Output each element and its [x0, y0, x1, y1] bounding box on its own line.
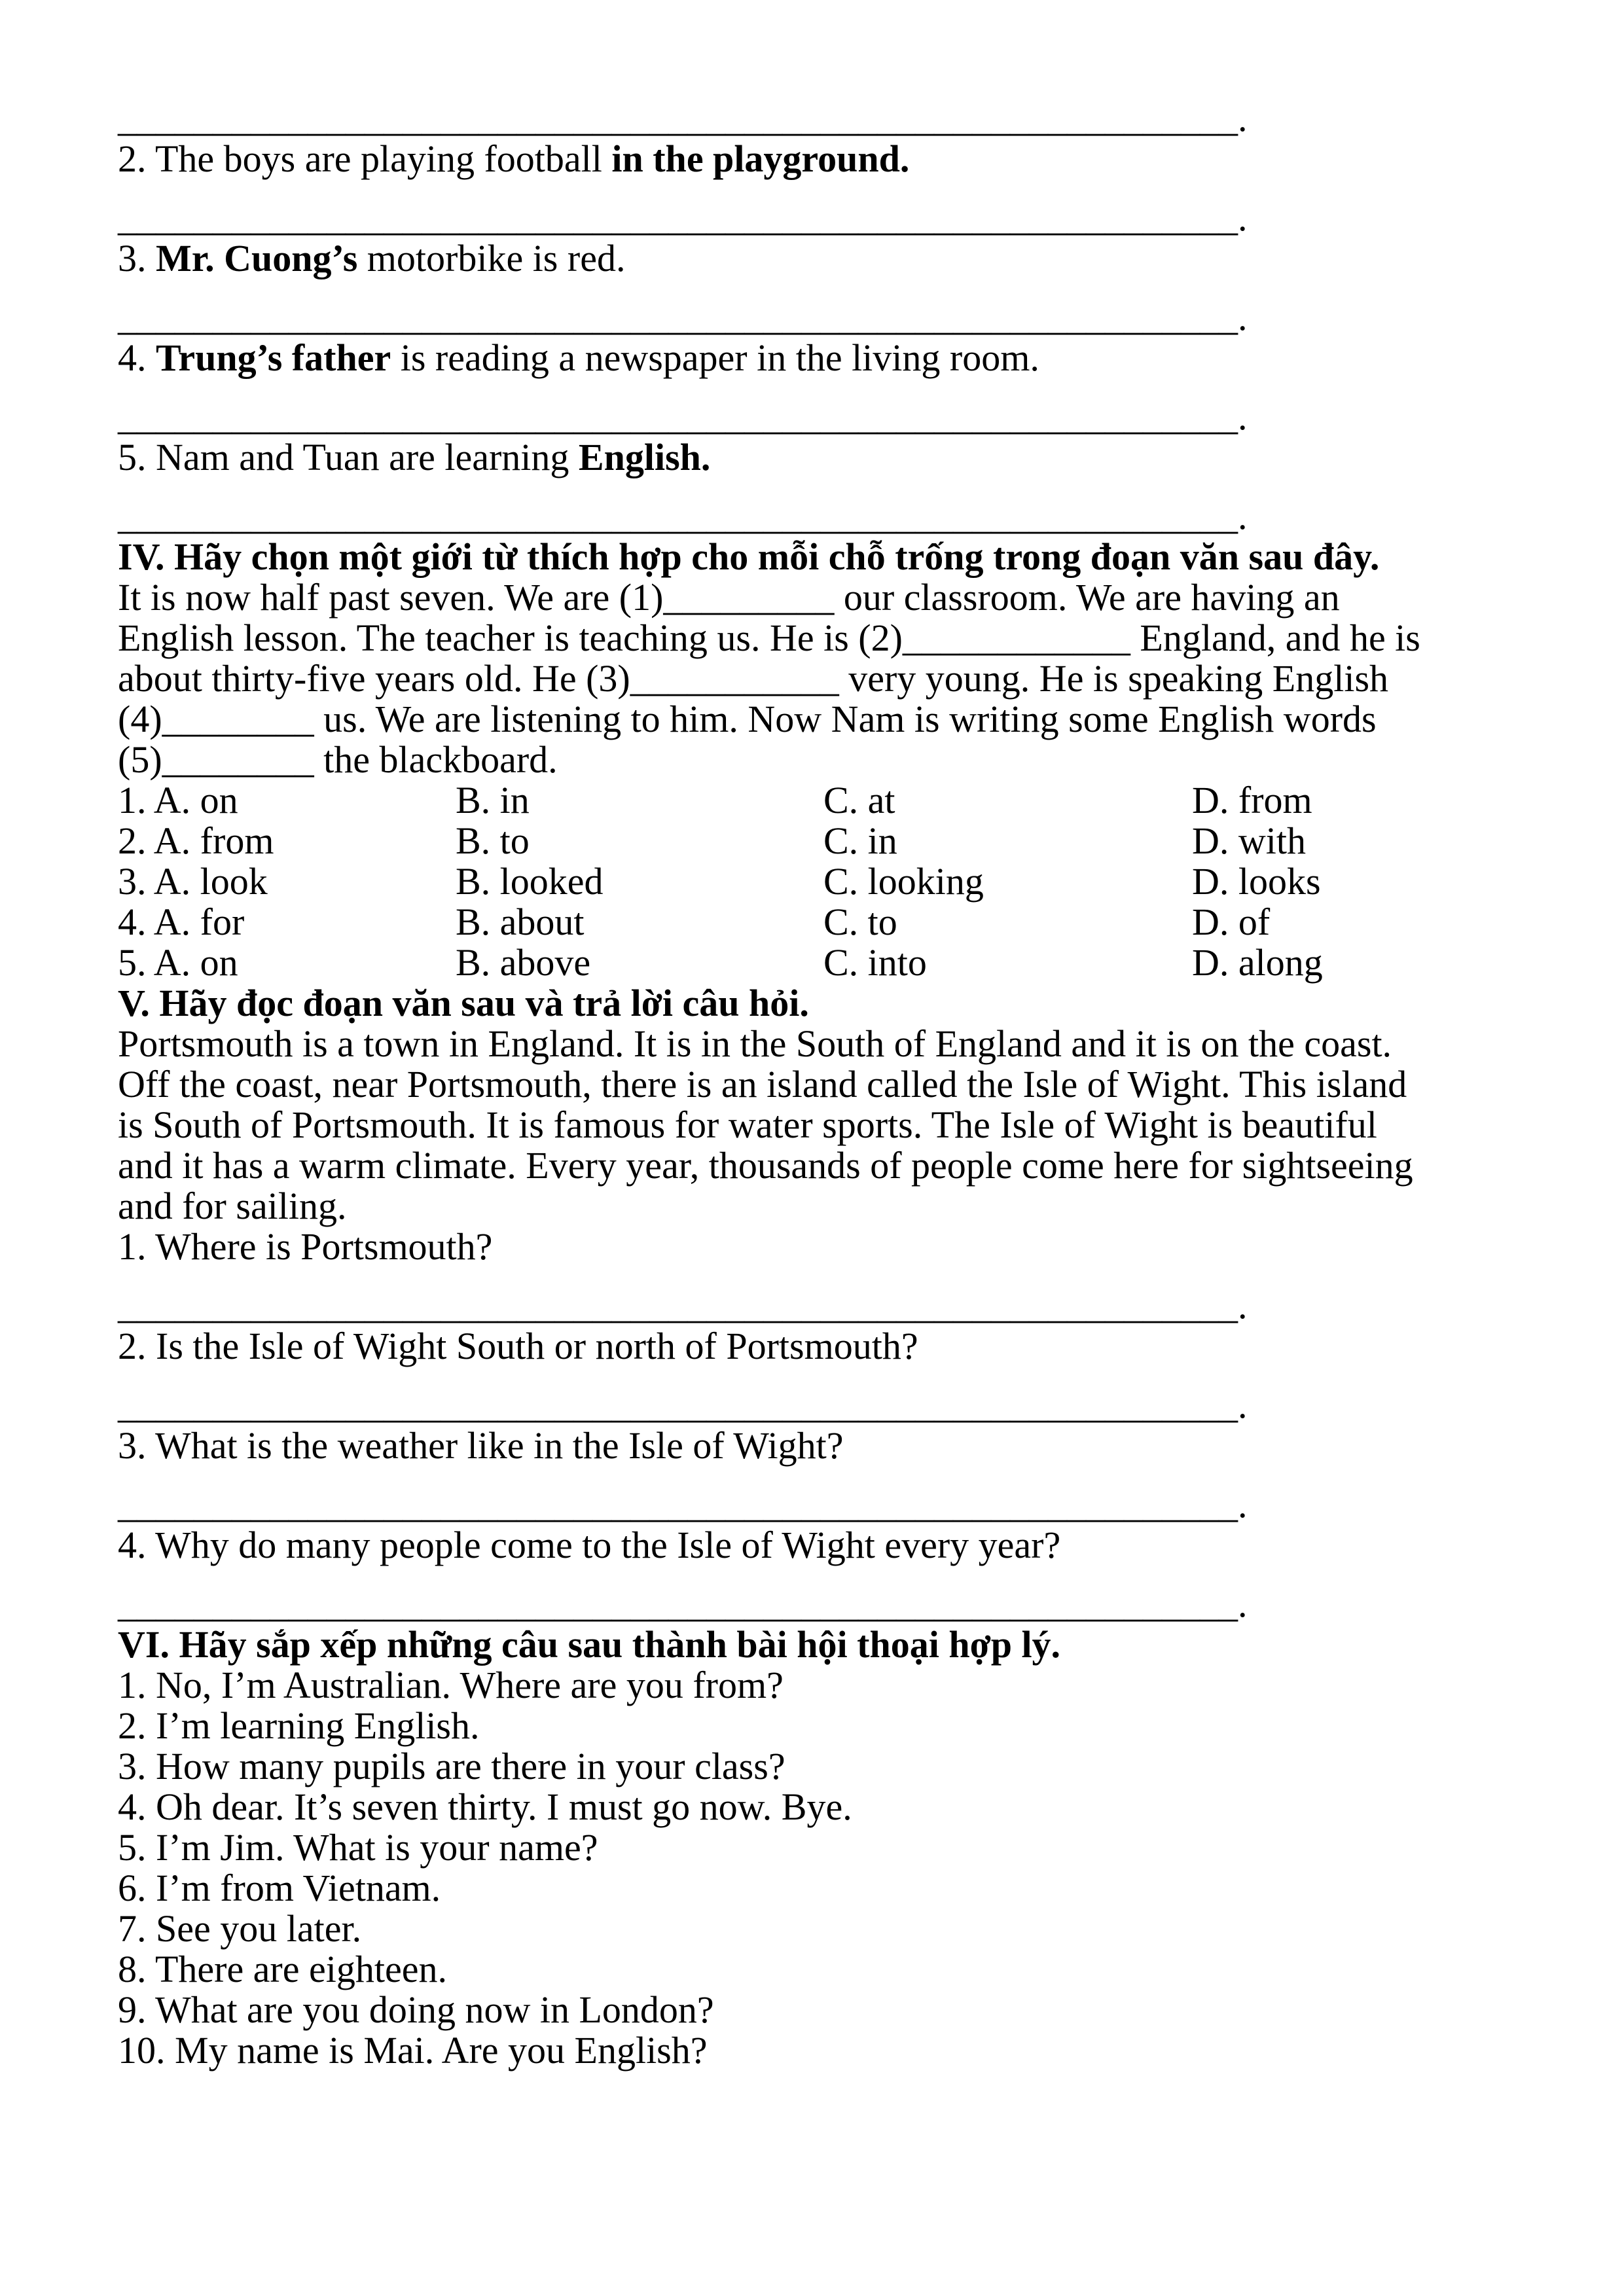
mc-option-c: C. in — [823, 819, 897, 862]
section4-paragraph-line: (4)________ us. We are listening to him. Now Nam is writing some English words — [118, 698, 1377, 740]
mc-option-a: 5. A. on — [118, 941, 238, 984]
mc-option-b: B. looked — [456, 860, 604, 903]
section6-item-9: 9. What are you doing now in London? — [118, 1988, 714, 2031]
section5-question-2: 2. Is the Isle of Wight South or north of Portsmouth? — [118, 1325, 918, 1367]
section5-paragraph-line: and for sailing. — [118, 1185, 347, 1227]
answer-blank-line: ___________________________________________________________. — [118, 1583, 1248, 1625]
sentence-line-4 — [118, 338, 1532, 378]
mc-option-b: B. above — [456, 941, 591, 984]
mc-option-c: C. looking — [823, 860, 984, 903]
mc-option-a: 2. A. from — [118, 819, 274, 862]
section6-heading: VI. Hãy sắp xếp những câu sau thành bài hội thoại hợp lý. — [118, 1623, 1061, 1666]
mc-option-d: D. of — [1192, 901, 1271, 943]
multiple-choice-row — [118, 942, 1532, 983]
mc-option-d: D. from — [1192, 779, 1312, 821]
section6-item-1: 1. No, I’m Australian. Where are you from? — [118, 1664, 784, 1706]
section4-paragraph-line: It is now half past seven. We are (1)_________ our classroom. We are having an — [118, 576, 1340, 619]
section5-question-1: 1. Where is Portsmouth? — [118, 1225, 493, 1268]
section5-question-3: 3. What is the weather like in the Isle of Wight? — [118, 1424, 844, 1467]
sentence-text: 5. Nam and Tuan are learning — [118, 436, 579, 478]
section5-paragraph-line: Off the coast, near Portsmouth, there is an island called the Isle of Wight. This island — [118, 1063, 1407, 1105]
mc-option-b: B. to — [456, 819, 530, 862]
sentence-line-3 — [118, 238, 1532, 279]
mc-option-a: 1. A. on — [118, 779, 238, 821]
section5-heading: V. Hãy đọc đoạn văn sau và trả lời câu hỏi. — [118, 982, 809, 1024]
sentence-line-2 — [118, 139, 1532, 179]
section6-item-2: 2. I’m learning English. — [118, 1704, 480, 1747]
answer-blank-line: ___________________________________________________________. — [118, 1284, 1248, 1327]
mc-option-a: 4. A. for — [118, 901, 245, 943]
section5-paragraph-line: is South of Portsmouth. It is famous for water sports. The Isle of Wight is beautiful — [118, 1103, 1377, 1146]
mc-option-d: D. looks — [1192, 860, 1321, 903]
sentence-text: motorbike is red. — [357, 237, 626, 279]
sentence-text: 3. — [118, 237, 156, 279]
sentence-bold-text: Trung’s father — [156, 336, 391, 379]
answer-blank-line: ___________________________________________________________. — [118, 395, 1248, 438]
mc-option-c: C. at — [823, 779, 895, 821]
multiple-choice-row — [118, 821, 1532, 861]
section6-item-7: 7. See you later. — [118, 1907, 362, 1950]
sentence-text: 4. — [118, 336, 156, 379]
sentence-bold-text: Mr. Cuong’s — [156, 237, 358, 279]
mc-option-c: C. to — [823, 901, 897, 943]
answer-blank-line: ___________________________________________________________. — [118, 495, 1248, 537]
mc-option-a: 3. A. look — [118, 860, 268, 903]
sentence-text: 2. The boys are playing football — [118, 137, 612, 180]
answer-blank-line: ___________________________________________________________. — [118, 196, 1248, 239]
mc-option-d: D. with — [1192, 819, 1306, 862]
multiple-choice-row — [118, 902, 1532, 942]
sentence-line-5 — [118, 437, 1532, 478]
multiple-choice-row — [118, 861, 1532, 902]
section5-paragraph-line: Portsmouth is a town in England. It is in the South of England and it is on the coast. — [118, 1022, 1392, 1065]
mc-option-b: B. in — [456, 779, 530, 821]
sentence-text: is reading a newspaper in the living room. — [391, 336, 1039, 379]
section5-question-4: 4. Why do many people come to the Isle of Wight every year? — [118, 1524, 1061, 1566]
mc-option-c: C. into — [823, 941, 927, 984]
mc-option-b: B. about — [456, 901, 585, 943]
worksheet-page — [118, 98, 1532, 2071]
mc-option-d: D. along — [1192, 941, 1323, 984]
answer-blank-line: ___________________________________________________________. — [118, 296, 1248, 338]
answer-blank-line: ___________________________________________________________. — [118, 1483, 1248, 1526]
section6-item-4: 4. Oh dear. It’s seven thirty. I must go now. Bye. — [118, 1785, 852, 1828]
section4-paragraph-line: (5)________ the blackboard. — [118, 738, 558, 781]
sentence-bold-text: English. — [578, 436, 711, 478]
section6-item-8: 8. There are eighteen. — [118, 1948, 447, 1990]
section6-item-6: 6. I’m from Vietnam. — [118, 1867, 441, 1909]
answer-blank-line: ___________________________________________________________. — [118, 1384, 1248, 1426]
sentence-bold-text: in the playground. — [611, 137, 910, 180]
section4-heading: IV. Hãy chọn một giới từ thích hợp cho mỗi chỗ trống trong đoạn văn sau đây. — [118, 535, 1380, 578]
section5-paragraph-line: and it has a warm climate. Every year, thousands of people come here for sightseeing — [118, 1144, 1413, 1187]
answer-blank-line: ___________________________________________________________. — [118, 97, 1248, 139]
section6-item-3: 3. How many pupils are there in your class? — [118, 1745, 785, 1787]
multiple-choice-row — [118, 780, 1532, 821]
section4-paragraph-line: about thirty-five years old. He (3)___________ very young. He is speaking English — [118, 657, 1389, 700]
section6-item-5: 5. I’m Jim. What is your name? — [118, 1826, 598, 1869]
section6-item-10: 10. My name is Mai. Are you English? — [118, 2029, 708, 2072]
section4-paragraph-line: English lesson. The teacher is teaching us. He is (2)____________ England, and he is — [118, 617, 1420, 659]
